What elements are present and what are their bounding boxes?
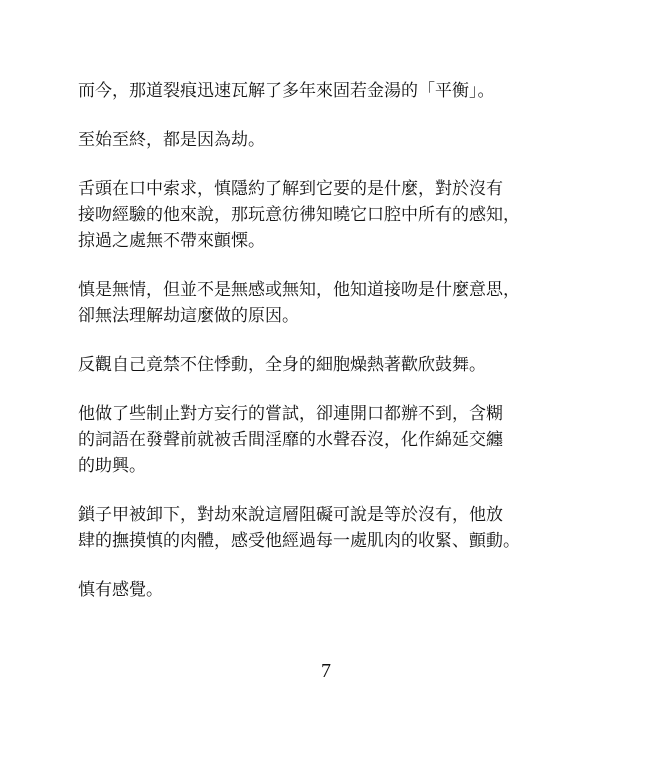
text-line: 接吻經驗的他來說，那玩意彷彿知曉它口腔中所有的感知， xyxy=(78,205,520,225)
paragraph-6 xyxy=(78,401,588,479)
page-number: 7 xyxy=(321,660,331,682)
text-line: 而今，那道裂痕迅速瓦解了多年來固若金湯的「平衡」。 xyxy=(78,81,495,101)
paragraph-5 xyxy=(78,352,588,378)
paragraph-4 xyxy=(78,277,588,329)
text-line: 鎖子甲被卸下，對劫來說這層阻礙可說是等於沒有，他放 xyxy=(78,505,503,525)
paragraph-2 xyxy=(78,127,588,153)
text-line: 肆的撫摸慎的肉體，感受他經過每一處肌肉的收緊、顫動。 xyxy=(78,531,520,551)
text-line: 慎是無情，但並不是無感或無知，他知道接吻是什麼意思， xyxy=(78,280,520,300)
text-line: 的助興。 xyxy=(78,456,146,476)
paragraph-7 xyxy=(78,502,588,554)
text-line: 的詞語在發聲前就被舌間淫靡的水聲吞沒，化作綿延交纏 xyxy=(78,430,503,450)
paragraph-3 xyxy=(78,176,588,254)
text-line: 卻無法理解劫這麼做的原因。 xyxy=(78,306,299,326)
paragraph-8 xyxy=(78,577,588,603)
text-line: 舌頭在口中索求，慎隱約了解到它要的是什麼，對於沒有 xyxy=(78,179,503,199)
text-line: 慎有感覺。 xyxy=(78,580,163,600)
text-line: 他做了些制止對方妄行的嘗試，卻連開口都辦不到，含糊 xyxy=(78,404,503,424)
text-line: 反觀自己竟禁不住悸動，全身的細胞燥熱著歡欣鼓舞。 xyxy=(78,355,486,375)
text-line: 至始至終，都是因為劫。 xyxy=(78,130,265,150)
paragraph-1 xyxy=(78,78,588,104)
body-text xyxy=(78,78,588,626)
text-line: 掠過之處無不帶來顫慄。 xyxy=(78,231,265,251)
